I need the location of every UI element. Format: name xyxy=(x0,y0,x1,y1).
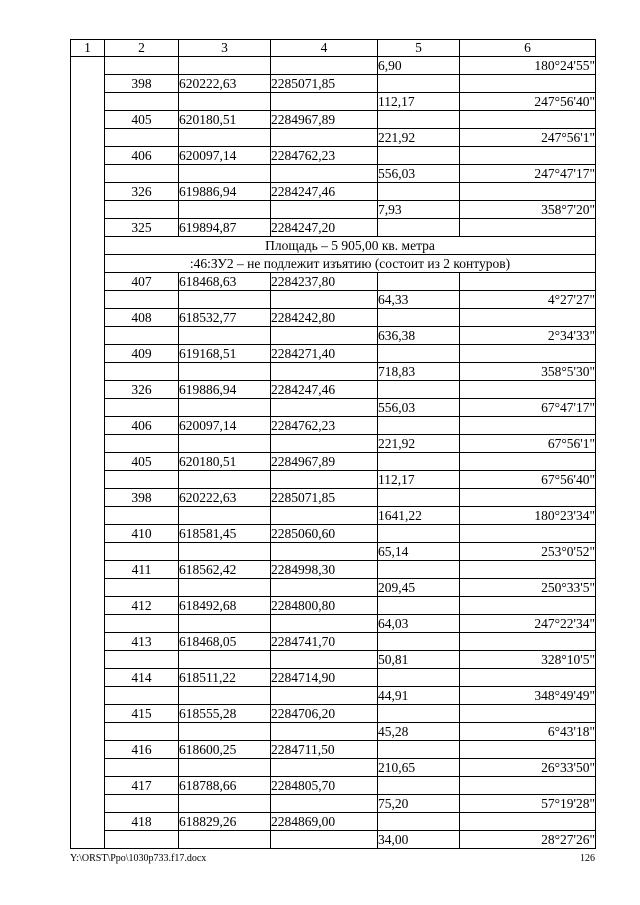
segment-row xyxy=(71,795,596,813)
segment-row xyxy=(71,615,596,633)
coord-x xyxy=(179,57,271,75)
coord-y xyxy=(271,831,378,849)
direction-angle: 2°34'33" xyxy=(460,327,596,345)
angle-cell xyxy=(460,147,596,165)
segment-row xyxy=(71,327,596,345)
column-1-cell xyxy=(71,57,105,849)
coord-x xyxy=(179,201,271,219)
point-number xyxy=(105,201,179,219)
segment-row xyxy=(71,129,596,147)
point-number xyxy=(105,363,179,381)
direction-angle: 247°22'34" xyxy=(460,615,596,633)
point-row xyxy=(71,813,596,831)
point-row xyxy=(71,669,596,687)
point-number: 405 xyxy=(105,111,179,129)
point-row xyxy=(71,777,596,795)
coord-x: 620180,51 xyxy=(179,111,271,129)
coord-y xyxy=(271,435,378,453)
distance-cell xyxy=(378,345,460,363)
point-number: 406 xyxy=(105,417,179,435)
coord-y xyxy=(271,615,378,633)
point-number xyxy=(105,435,179,453)
coord-y xyxy=(271,399,378,417)
coord-y: 2285060,60 xyxy=(271,525,378,543)
direction-angle: 67°56'40" xyxy=(460,471,596,489)
coord-y xyxy=(271,543,378,561)
coord-y xyxy=(271,93,378,111)
coord-x: 618532,77 xyxy=(179,309,271,327)
distance-cell xyxy=(378,525,460,543)
distance: 64,03 xyxy=(378,615,460,633)
direction-angle: 328°10'5" xyxy=(460,651,596,669)
point-number: 415 xyxy=(105,705,179,723)
header-col-6: 6 xyxy=(460,40,596,57)
coord-x: 618562,42 xyxy=(179,561,271,579)
header-col-1: 1 xyxy=(71,40,105,57)
segment-row xyxy=(71,57,596,75)
distance-cell xyxy=(378,147,460,165)
coord-y xyxy=(271,57,378,75)
distance-cell xyxy=(378,561,460,579)
coord-x: 618492,68 xyxy=(179,597,271,615)
distance-cell xyxy=(378,597,460,615)
point-number xyxy=(105,759,179,777)
coord-y xyxy=(271,759,378,777)
point-row xyxy=(71,309,596,327)
direction-angle: 358°5'30" xyxy=(460,363,596,381)
angle-cell xyxy=(460,813,596,831)
header-col-4: 4 xyxy=(271,40,378,57)
coord-y xyxy=(271,579,378,597)
point-number xyxy=(105,57,179,75)
point-row xyxy=(71,489,596,507)
coord-x: 619894,87 xyxy=(179,219,271,237)
coord-y: 2284247,46 xyxy=(271,381,378,399)
area-text: Площадь – 5 905,00 кв. метра xyxy=(105,237,596,255)
coord-x xyxy=(179,399,271,417)
parcel-text: :46:ЗУ2 – не подлежит изъятию (состоит из 2 контуров) xyxy=(105,255,596,273)
coord-y xyxy=(271,507,378,525)
coord-y: 2284762,23 xyxy=(271,147,378,165)
coord-y: 2284800,80 xyxy=(271,597,378,615)
point-number xyxy=(105,471,179,489)
angle-cell xyxy=(460,111,596,129)
point-number xyxy=(105,651,179,669)
coord-y: 2284967,89 xyxy=(271,453,378,471)
segment-row xyxy=(71,579,596,597)
coord-y xyxy=(271,291,378,309)
coord-x: 620222,63 xyxy=(179,75,271,93)
distance: 209,45 xyxy=(378,579,460,597)
angle-cell xyxy=(460,741,596,759)
coord-y: 2284741,70 xyxy=(271,633,378,651)
segment-row xyxy=(71,831,596,849)
point-number: 406 xyxy=(105,147,179,165)
point-number: 398 xyxy=(105,75,179,93)
area-row xyxy=(71,237,596,255)
coord-y: 2284805,70 xyxy=(271,777,378,795)
angle-cell xyxy=(460,561,596,579)
distance-cell xyxy=(378,489,460,507)
point-number xyxy=(105,723,179,741)
coord-x xyxy=(179,651,271,669)
distance: 221,92 xyxy=(378,129,460,147)
coord-x xyxy=(179,795,271,813)
point-number xyxy=(105,129,179,147)
segment-row xyxy=(71,543,596,561)
coord-x: 618788,66 xyxy=(179,777,271,795)
segment-row xyxy=(71,93,596,111)
direction-angle: 247°56'40" xyxy=(460,93,596,111)
angle-cell xyxy=(460,777,596,795)
segment-row xyxy=(71,507,596,525)
point-number: 405 xyxy=(105,453,179,471)
point-number xyxy=(105,507,179,525)
direction-angle: 67°47'17" xyxy=(460,399,596,417)
distance: 50,81 xyxy=(378,651,460,669)
segment-row xyxy=(71,291,596,309)
segment-row xyxy=(71,435,596,453)
point-number xyxy=(105,615,179,633)
distance-cell xyxy=(378,705,460,723)
coord-x: 620097,14 xyxy=(179,147,271,165)
point-number xyxy=(105,543,179,561)
coord-x: 618468,05 xyxy=(179,633,271,651)
point-row xyxy=(71,741,596,759)
point-number xyxy=(105,831,179,849)
point-number: 326 xyxy=(105,183,179,201)
point-number xyxy=(105,579,179,597)
coord-y xyxy=(271,201,378,219)
point-number xyxy=(105,291,179,309)
distance: 64,33 xyxy=(378,291,460,309)
direction-angle: 57°19'28" xyxy=(460,795,596,813)
distance-cell xyxy=(378,219,460,237)
distance: 44,91 xyxy=(378,687,460,705)
direction-angle: 67°56'1" xyxy=(460,435,596,453)
segment-row xyxy=(71,651,596,669)
point-number: 325 xyxy=(105,219,179,237)
coord-x: 620097,14 xyxy=(179,417,271,435)
angle-cell xyxy=(460,525,596,543)
header-col-5: 5 xyxy=(378,40,460,57)
header-col-3: 3 xyxy=(179,40,271,57)
angle-cell xyxy=(460,309,596,327)
point-number: 398 xyxy=(105,489,179,507)
distance-cell xyxy=(378,417,460,435)
coord-y: 2284247,20 xyxy=(271,219,378,237)
direction-angle: 358°7'20" xyxy=(460,201,596,219)
distance-cell xyxy=(378,183,460,201)
distance: 7,93 xyxy=(378,201,460,219)
distance-cell xyxy=(378,669,460,687)
distance: 718,83 xyxy=(378,363,460,381)
direction-angle: 250°33'5" xyxy=(460,579,596,597)
angle-cell xyxy=(460,75,596,93)
direction-angle: 348°49'49" xyxy=(460,687,596,705)
point-row xyxy=(71,597,596,615)
segment-row xyxy=(71,363,596,381)
distance: 45,28 xyxy=(378,723,460,741)
point-number: 410 xyxy=(105,525,179,543)
coord-x xyxy=(179,93,271,111)
distance-cell xyxy=(378,381,460,399)
coord-y: 2284711,50 xyxy=(271,741,378,759)
table-body xyxy=(71,57,596,849)
coord-x xyxy=(179,291,271,309)
point-number: 409 xyxy=(105,345,179,363)
angle-cell xyxy=(460,489,596,507)
angle-cell xyxy=(460,273,596,291)
distance-cell xyxy=(378,633,460,651)
coord-y xyxy=(271,165,378,183)
point-row xyxy=(71,381,596,399)
point-number: 413 xyxy=(105,633,179,651)
distance-cell xyxy=(378,309,460,327)
coord-x xyxy=(179,471,271,489)
point-row xyxy=(71,417,596,435)
distance-cell xyxy=(378,75,460,93)
coord-y xyxy=(271,327,378,345)
direction-angle: 180°24'55" xyxy=(460,57,596,75)
coord-y: 2284998,30 xyxy=(271,561,378,579)
direction-angle: 180°23'34" xyxy=(460,507,596,525)
coord-y xyxy=(271,795,378,813)
coord-x xyxy=(179,327,271,345)
segment-row xyxy=(71,759,596,777)
coord-x xyxy=(179,687,271,705)
point-number: 416 xyxy=(105,741,179,759)
distance: 65,14 xyxy=(378,543,460,561)
point-number: 326 xyxy=(105,381,179,399)
coord-x xyxy=(179,723,271,741)
point-row xyxy=(71,183,596,201)
distance: 6,90 xyxy=(378,57,460,75)
angle-cell xyxy=(460,633,596,651)
direction-angle: 4°27'27" xyxy=(460,291,596,309)
coord-y xyxy=(271,687,378,705)
distance-cell xyxy=(378,741,460,759)
coord-x xyxy=(179,363,271,381)
angle-cell xyxy=(460,453,596,471)
distance-cell xyxy=(378,813,460,831)
segment-row xyxy=(71,165,596,183)
distance: 556,03 xyxy=(378,165,460,183)
distance: 221,92 xyxy=(378,435,460,453)
coord-x xyxy=(179,165,271,183)
coord-x: 619886,94 xyxy=(179,381,271,399)
angle-cell xyxy=(460,219,596,237)
coord-x xyxy=(179,579,271,597)
footer-file-path: Y:\ORST\Ppo\1030p733.f17.docx xyxy=(70,853,207,864)
distance-cell xyxy=(378,111,460,129)
point-number: 418 xyxy=(105,813,179,831)
coord-y xyxy=(271,363,378,381)
angle-cell xyxy=(460,669,596,687)
coord-y: 2284869,00 xyxy=(271,813,378,831)
point-number: 407 xyxy=(105,273,179,291)
point-number xyxy=(105,165,179,183)
point-number: 417 xyxy=(105,777,179,795)
coord-x xyxy=(179,507,271,525)
point-number: 408 xyxy=(105,309,179,327)
coordinates-table xyxy=(70,39,596,849)
direction-angle: 247°47'17" xyxy=(460,165,596,183)
direction-angle: 253°0'52" xyxy=(460,543,596,561)
coord-x: 619168,51 xyxy=(179,345,271,363)
angle-cell xyxy=(460,381,596,399)
coord-x xyxy=(179,831,271,849)
distance: 556,03 xyxy=(378,399,460,417)
coord-y: 2284237,80 xyxy=(271,273,378,291)
coord-y: 2284967,89 xyxy=(271,111,378,129)
angle-cell xyxy=(460,345,596,363)
distance: 112,17 xyxy=(378,93,460,111)
coord-x: 618600,25 xyxy=(179,741,271,759)
segment-row xyxy=(71,471,596,489)
coord-y xyxy=(271,471,378,489)
distance: 34,00 xyxy=(378,831,460,849)
coord-y: 2284714,90 xyxy=(271,669,378,687)
segment-row xyxy=(71,723,596,741)
direction-angle: 28°27'26" xyxy=(460,831,596,849)
distance: 112,17 xyxy=(378,471,460,489)
point-number xyxy=(105,93,179,111)
coord-x: 618511,22 xyxy=(179,669,271,687)
coord-x xyxy=(179,615,271,633)
angle-cell xyxy=(460,597,596,615)
parcel-row xyxy=(71,255,596,273)
point-number xyxy=(105,795,179,813)
coord-y: 2284762,23 xyxy=(271,417,378,435)
distance-cell xyxy=(378,273,460,291)
coord-x: 618829,26 xyxy=(179,813,271,831)
coord-x xyxy=(179,543,271,561)
point-number: 412 xyxy=(105,597,179,615)
coord-y xyxy=(271,651,378,669)
distance: 210,65 xyxy=(378,759,460,777)
coord-x xyxy=(179,759,271,777)
point-row xyxy=(71,633,596,651)
table-header-row xyxy=(71,40,596,57)
coord-x xyxy=(179,435,271,453)
coord-x: 619886,94 xyxy=(179,183,271,201)
coord-y xyxy=(271,723,378,741)
point-row xyxy=(71,453,596,471)
direction-angle: 247°56'1" xyxy=(460,129,596,147)
coord-y: 2284271,40 xyxy=(271,345,378,363)
coord-x xyxy=(179,129,271,147)
coord-y: 2284706,20 xyxy=(271,705,378,723)
coord-y xyxy=(271,129,378,147)
direction-angle: 6°43'18" xyxy=(460,723,596,741)
point-row xyxy=(71,525,596,543)
distance: 1641,22 xyxy=(378,507,460,525)
direction-angle: 26°33'50" xyxy=(460,759,596,777)
distance: 636,38 xyxy=(378,327,460,345)
distance-cell xyxy=(378,777,460,795)
angle-cell xyxy=(460,417,596,435)
point-row xyxy=(71,273,596,291)
point-number xyxy=(105,399,179,417)
point-row xyxy=(71,561,596,579)
point-number: 414 xyxy=(105,669,179,687)
coord-x: 618555,28 xyxy=(179,705,271,723)
coord-x: 618468,63 xyxy=(179,273,271,291)
point-number xyxy=(105,687,179,705)
coord-y: 2284247,46 xyxy=(271,183,378,201)
point-row xyxy=(71,705,596,723)
point-row xyxy=(71,219,596,237)
point-number xyxy=(105,327,179,345)
segment-row xyxy=(71,399,596,417)
coord-y: 2285071,85 xyxy=(271,75,378,93)
coord-x: 620222,63 xyxy=(179,489,271,507)
header-col-2: 2 xyxy=(105,40,179,57)
angle-cell xyxy=(460,183,596,201)
coord-x: 618581,45 xyxy=(179,525,271,543)
point-row xyxy=(71,75,596,93)
point-row xyxy=(71,147,596,165)
point-row xyxy=(71,111,596,129)
segment-row xyxy=(71,687,596,705)
angle-cell xyxy=(460,705,596,723)
point-row xyxy=(71,345,596,363)
segment-row xyxy=(71,201,596,219)
point-number: 411 xyxy=(105,561,179,579)
distance: 75,20 xyxy=(378,795,460,813)
distance-cell xyxy=(378,453,460,471)
coord-y: 2284242,80 xyxy=(271,309,378,327)
coord-x: 620180,51 xyxy=(179,453,271,471)
footer-page-number: 126 xyxy=(580,853,595,864)
coord-y: 2285071,85 xyxy=(271,489,378,507)
